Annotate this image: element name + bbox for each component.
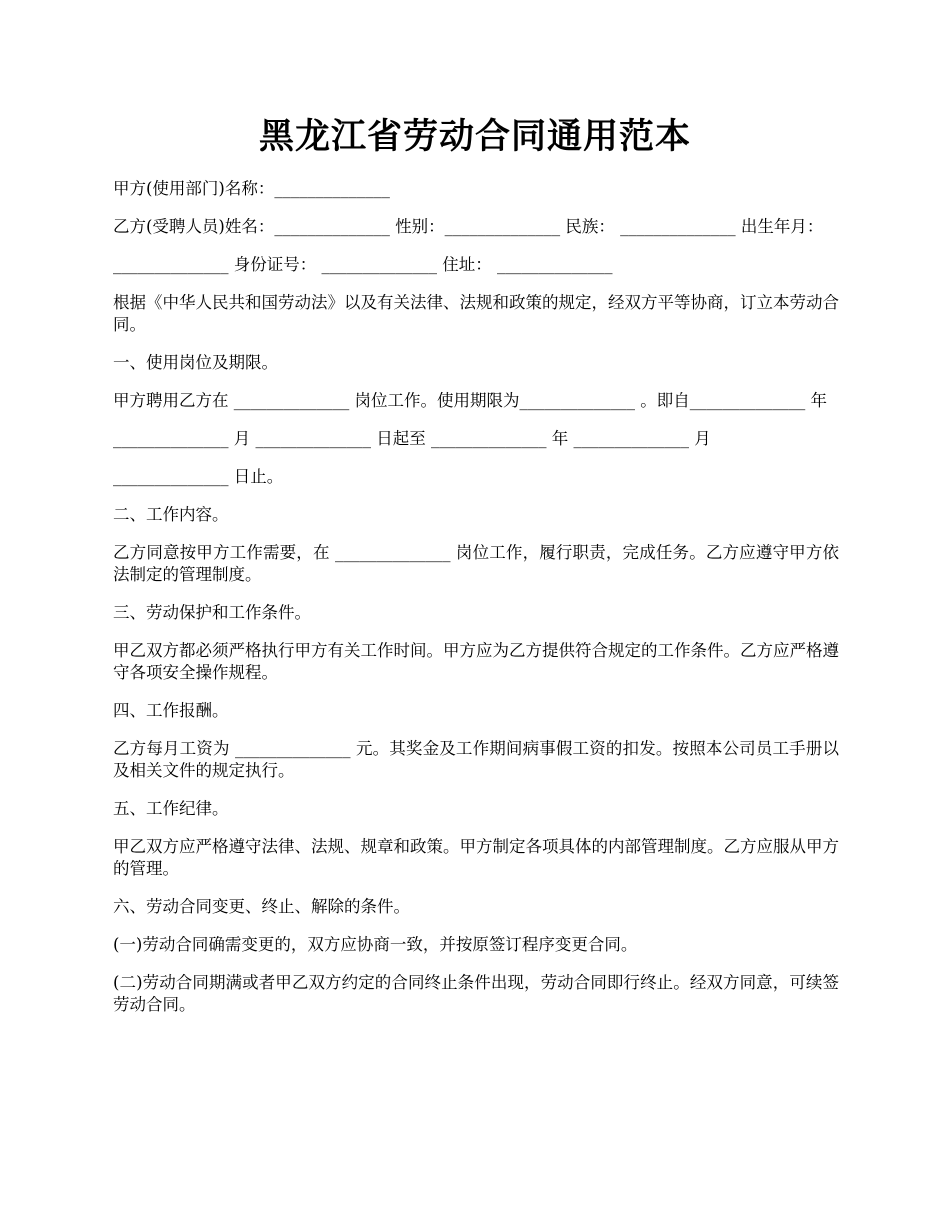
- section-6-clause-2: (二)劳动合同期满或者甲乙双方约定的合同终止条件出现，劳动合同即行终止。经双方同意，可续签劳动合同。: [113, 973, 839, 1014]
- document-body: [113, 178, 839, 1032]
- section-heading-2: 二、工作内容。: [113, 505, 229, 524]
- document-title: 黑龙江省劳动合同通用范本: [258, 117, 691, 157]
- section-heading-1: 一、使用岗位及期限。: [113, 353, 278, 372]
- section-heading-4: 四、工作报酬。: [113, 701, 229, 720]
- section-1-paragraph-1: 甲方聘用乙方在 ______________ 岗位工作。使用期限为______________ 。即自______________ 年: [113, 391, 827, 410]
- section-heading-6: 六、劳动合同变更、终止、解除的条件。: [113, 897, 410, 916]
- section-2-paragraph: 乙方同意按甲方工作需要，在 ______________ 岗位工作，履行职责，完成任务。乙方应遵守甲方依法制定的管理制度。: [113, 543, 839, 584]
- preamble-paragraph: 根据《中华人民共和国劳动法》以及有关法律、法规和政策的规定，经双方平等协商，订立本劳动合同。: [113, 293, 839, 334]
- party-b-info-line: 乙方(受聘人员)姓名：______________ 性别：______________ 民族： ______________ 出生年月：: [113, 217, 824, 236]
- party-a-name-line: 甲方(使用部门)名称：______________: [113, 179, 390, 198]
- section-6-clause-1: (一)劳动合同确需变更的，双方应协商一致，并按原签订程序变更合同。: [113, 935, 638, 954]
- party-b-id-address-line: ______________ 身份证号： ______________ 住址： ______________: [113, 255, 613, 274]
- section-4-paragraph: 乙方每月工资为 ______________ 元。其奖金及工作期间病事假工资的扣发。按照本公司员工手册以及相关文件的规定执行。: [113, 739, 839, 780]
- section-heading-5: 五、工作纪律。: [113, 799, 229, 818]
- section-1-paragraph-3: ______________ 日止。: [113, 467, 284, 486]
- section-3-paragraph: 甲乙双方都必须严格执行甲方有关工作时间。甲方应为乙方提供符合规定的工作条件。乙方应严格遵守各项安全操作规程。: [113, 641, 839, 682]
- section-heading-3: 三、劳动保护和工作条件。: [113, 603, 311, 622]
- section-1-paragraph-2: ______________ 月 ______________ 日起至 ______________ 年 ______________ 月: [113, 429, 711, 448]
- section-5-paragraph: 甲乙双方应严格遵守法律、法规、规章和政策。甲方制定各项具体的内部管理制度。乙方应服从甲方的管理。: [113, 837, 839, 878]
